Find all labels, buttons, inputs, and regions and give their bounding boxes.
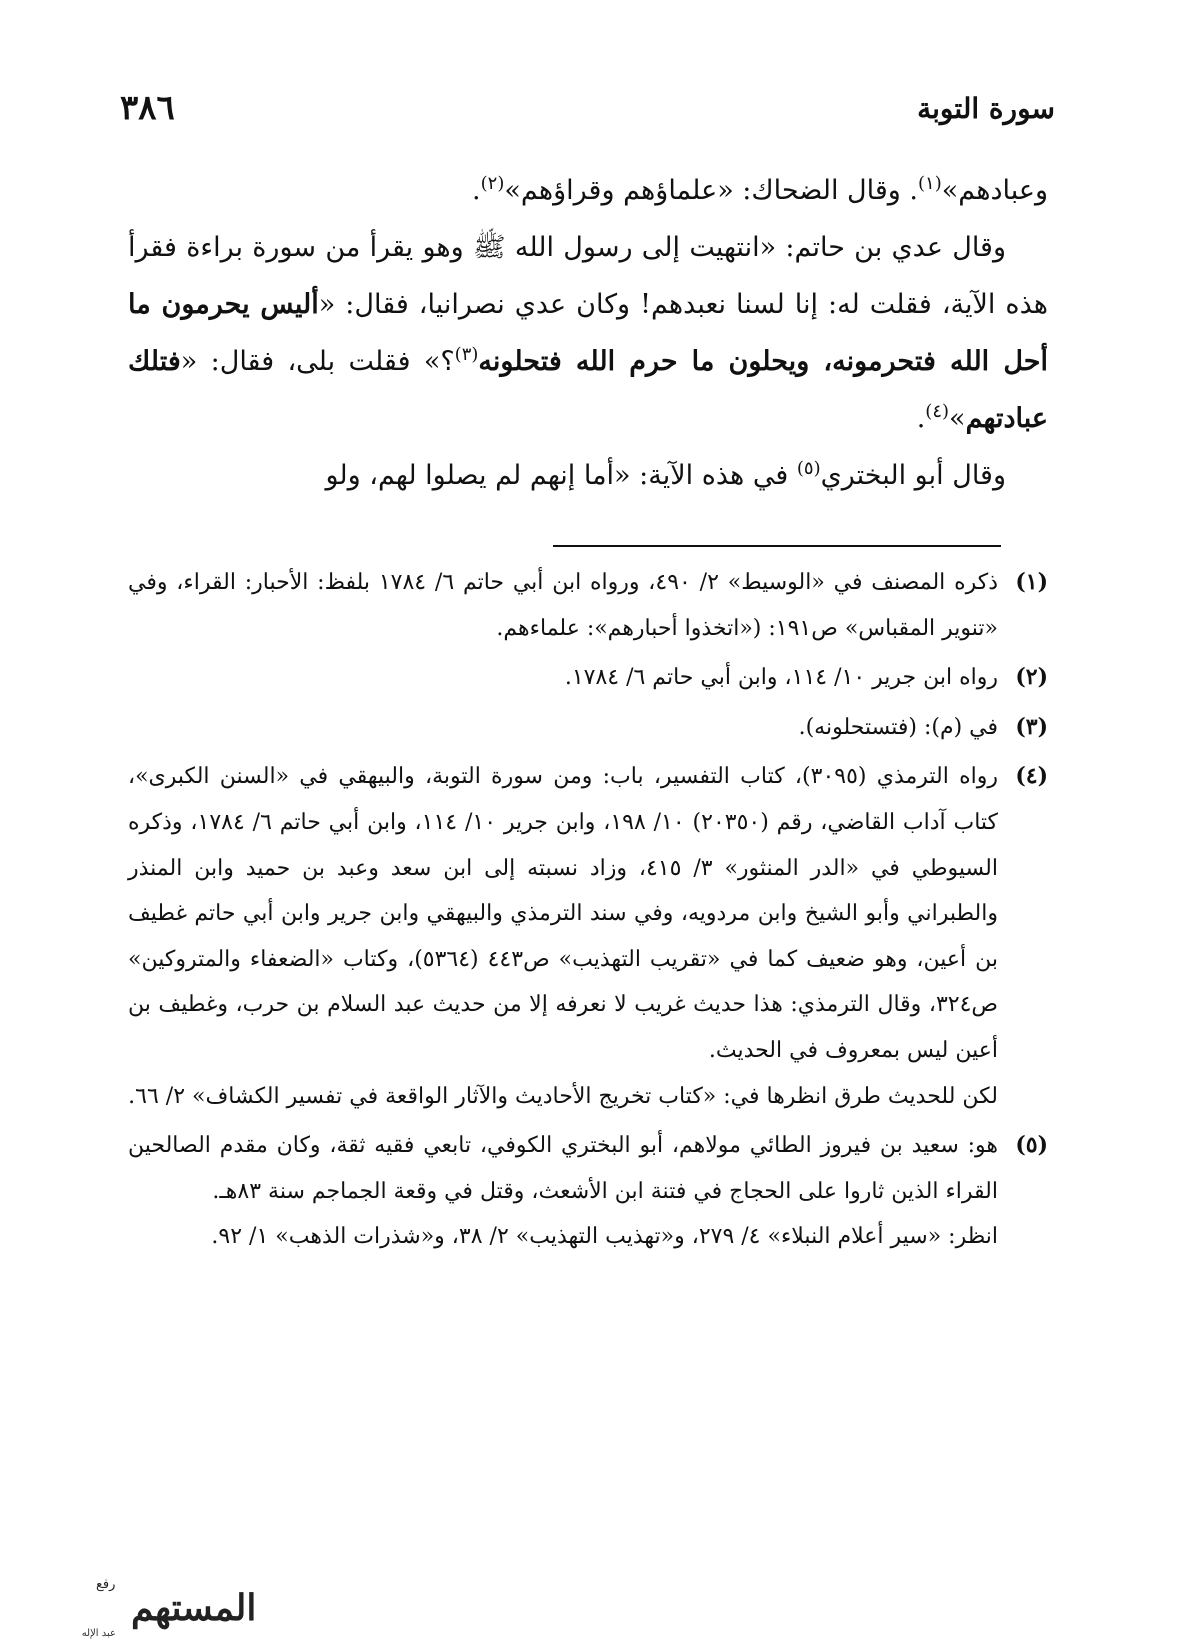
- logo-top-text: رفع: [96, 1577, 116, 1592]
- text-run: . وقال الضحاك: «علماؤهم وقراؤهم»: [504, 175, 918, 206]
- text-run: وعبادهم»: [941, 175, 1048, 206]
- footnote-1: [128, 560, 1048, 651]
- footnote-text: رواه الترمذي (٣٠٩٥)، كتاب التفسير، باب: ومن سورة التوبة، والبيهقي في «السنن الكبرى»، كتاب آداب القاضي، رقم (٢٠٣٥٠) ١٠/ ١٩٨، وابن جرير ١٠/ ١١٤، وابن أبي حاتم ٦/ ١٧٨٤، وذكره السيوطي في «الدر المنثور» ٣/ ٤١٥، وزاد نسبته إلى ابن سعد وعبد بن حميد وابن المنذر والطبراني وأبو الشيخ وابن مردويه، وفي سند الترمذي والبيهقي وابن جرير وابن أبي حاتم غطيف بن أعين، وهو ضعيف كما في «تقريب التهذيب» ص٤٤٣ (٥٣٦٤)، وكتاب «الضعفاء والمتروكين» ص٣٢٤، وقال الترمذي: هذا حديث غريب لا نعرفه إلا من حديث عبد السلام بن حرب، وغطيف بن أعين ليس بمعروف في الحديث.: [128, 764, 999, 1063]
- footnote-ref: (٥): [796, 458, 821, 479]
- page-number: ٣٨٦: [120, 88, 175, 128]
- footnote-5: [128, 1123, 1048, 1260]
- footnote-text: في (م): (فتستحلونه).: [798, 714, 998, 740]
- footnote-3: [128, 705, 1048, 751]
- footnote-text: ذكره المصنف في «الوسيط» ٢/ ٤٩٠، ورواه ابن أبي حاتم ٦/ ١٧٨٤ بلفظ: الأحبار: القراء، وفي «تنوير المقباس» ص١٩١: («اتخذوا أحبارهم»: علماءهم.: [128, 570, 999, 641]
- hadith-quote: أليس يحرمون ما أحل الله فتحرمونه، ويحلون ما حرم الله فتحلونه: [128, 289, 1048, 377]
- footnote-text: رواه ابن جرير ١٠/ ١١٤، وابن أبي حاتم ٦/ ١٧٨٤.: [564, 665, 998, 691]
- main-paragraph-2: [128, 219, 1048, 447]
- footnote-number: (٤): [1015, 763, 1048, 790]
- page-header: [120, 88, 1055, 148]
- footnote-body: [128, 705, 998, 751]
- footnote-text: انظر: «سير أعلام النبلاء» ٤/ ٢٧٩، و«تهذيب التهذيب» ٢/ ٣٨، و«شذرات الذهب» ١/ ٩٢.: [211, 1224, 998, 1250]
- text-run: وقال أبو البختري: [820, 460, 1006, 491]
- footnotes: [128, 560, 1048, 1260]
- publisher-logo: [4, 1568, 257, 1640]
- text-run: .: [472, 175, 481, 206]
- logo-small-text: عبد الإله: [81, 1628, 116, 1639]
- text-run: وقال عدي بن حاتم: «انتهيت إلى رسول الله ﷺ وهو يقرأ من سورة براءة فقرأ هذه الآية، فقلت له: إنا لسنا نعبدهم! وكان عدي نصرانيا، فقال: «: [128, 232, 1048, 320]
- footnote-body: [128, 560, 998, 651]
- footnote-body: [128, 655, 998, 701]
- footnote-text: لكن للحديث طرق انظرها في: «كتاب تخريج الأحاديث والآثار الواقعة في تفسير الكشاف» ٢/ ٦٦.: [128, 1083, 998, 1109]
- footnote-2: [128, 655, 1048, 701]
- main-paragraph-1: [128, 162, 1048, 219]
- footnote-ref: (٤): [925, 401, 950, 422]
- footnote-text: هو: سعيد بن فيروز الطائي مولاهم، أبو البختري الكوفي، تابعي فقيه ثقة، وكان مقدم الصالحين القراء الذين ثاروا على الحجاج في فتنة ابن الأشعث، وقتل في وقعة الجماجم سنة ٨٣هـ.: [128, 1133, 998, 1204]
- footnote-body: [128, 754, 998, 1119]
- text-run: »: [949, 403, 966, 434]
- main-paragraph-3: [128, 447, 1048, 504]
- footnote-divider: [553, 545, 1001, 547]
- footnote-ref: (١): [917, 173, 942, 194]
- footnote-number: (٣): [1015, 713, 1048, 740]
- surah-title: سورة التوبة: [917, 92, 1055, 125]
- text-run: في هذه الآية: «أما إنهم لم يصلوا لهم، ولو: [325, 460, 797, 491]
- footnote-ref: (٢): [480, 173, 505, 194]
- logo-main-text: المستهم: [131, 1587, 257, 1629]
- footnote-number: (٢): [1015, 664, 1048, 691]
- main-text: [128, 162, 1048, 504]
- footnote-number: (٥): [1015, 1132, 1048, 1159]
- footnote-ref: (٣): [454, 344, 479, 365]
- footnote-4: [128, 754, 1048, 1119]
- text-run: .: [916, 403, 926, 434]
- footnote-body: [128, 1123, 998, 1260]
- footnote-number: (١): [1015, 569, 1048, 595]
- hadith-quote: فتلك عبادتهم: [128, 346, 1048, 434]
- text-run: ؟» فقلت بلى، فقال: «: [180, 346, 455, 377]
